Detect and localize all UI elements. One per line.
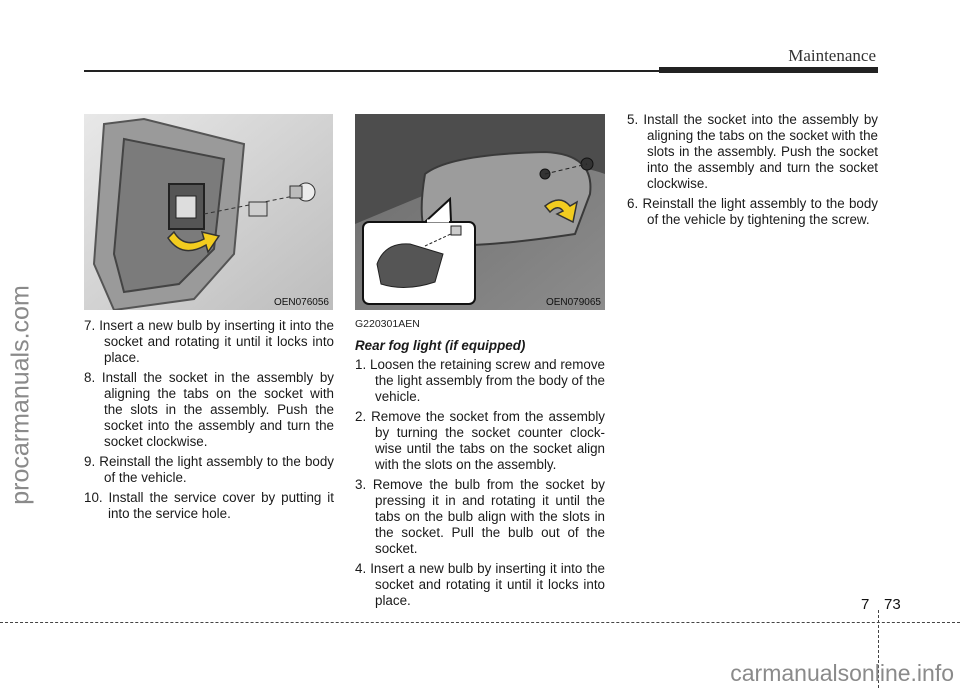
chapter-number: 7 (861, 596, 870, 613)
fog-light-illustration (355, 114, 605, 310)
footer-watermark: carmanualsonline.info (730, 660, 954, 686)
step-item: 7. Insert a new bulb by inserting it into the socket and rotating it until it locks into place. (84, 318, 334, 365)
step-item: 2. Remove the socket from the assembly by turning the socket counter clock-wise until the tabs on the socket align with the slots on the assembly. (355, 409, 605, 472)
step-item: 5. Install the socket into the assembly by aligning the tabs on the socket with the slots in the assembly. Push the socket into the assembly and turn the socket clockwise. (627, 112, 878, 191)
step-item: 4. Insert a new bulb by inserting it into the socket and rotating it until it locks into place. (355, 561, 605, 608)
step-item: 1. Loosen the retaining screw and remove the light assembly from the body of the vehicle. (355, 357, 605, 404)
step-item: 6. Reinstall the light assembly to the body of the vehicle by tightening the screw. (627, 196, 878, 227)
header-rule-accent (659, 67, 878, 73)
middle-column (355, 316, 605, 613)
step-item: 9. Reinstall the light assembly to the body of the vehicle. (84, 454, 334, 485)
figure-rear-fog-light (355, 114, 605, 310)
figure-caption: OEN076056 (273, 297, 329, 308)
step-item: 8. Install the socket in the assembly by aligning the tabs on the socket with the slots in the assembly. Push the socket into the assembly and turn the socket clockwise. (84, 370, 334, 449)
step-item: 10. Install the service cover by putting it into the service hole. (84, 490, 334, 521)
footer-rule (0, 622, 960, 623)
tail-lamp-illustration (84, 114, 333, 310)
section-heading: Rear fog light (if equipped) (355, 338, 526, 353)
page-number: 73 (884, 596, 901, 613)
section-code: G220301AEN (355, 318, 420, 330)
right-column (627, 112, 878, 232)
section-title: Maintenance (788, 46, 876, 65)
figure-tail-lamp (84, 114, 333, 310)
figure-caption: OEN079065 (545, 297, 601, 308)
left-column (84, 318, 334, 526)
header-rule (84, 70, 662, 72)
side-watermark: procarmanuals.com (6, 285, 35, 505)
step-item: 3. Remove the bulb from the socket by pressing it in and rotating it until the tabs on the bulb align with the slots in the socket. Pull the bulb out of the socket. (355, 477, 605, 556)
